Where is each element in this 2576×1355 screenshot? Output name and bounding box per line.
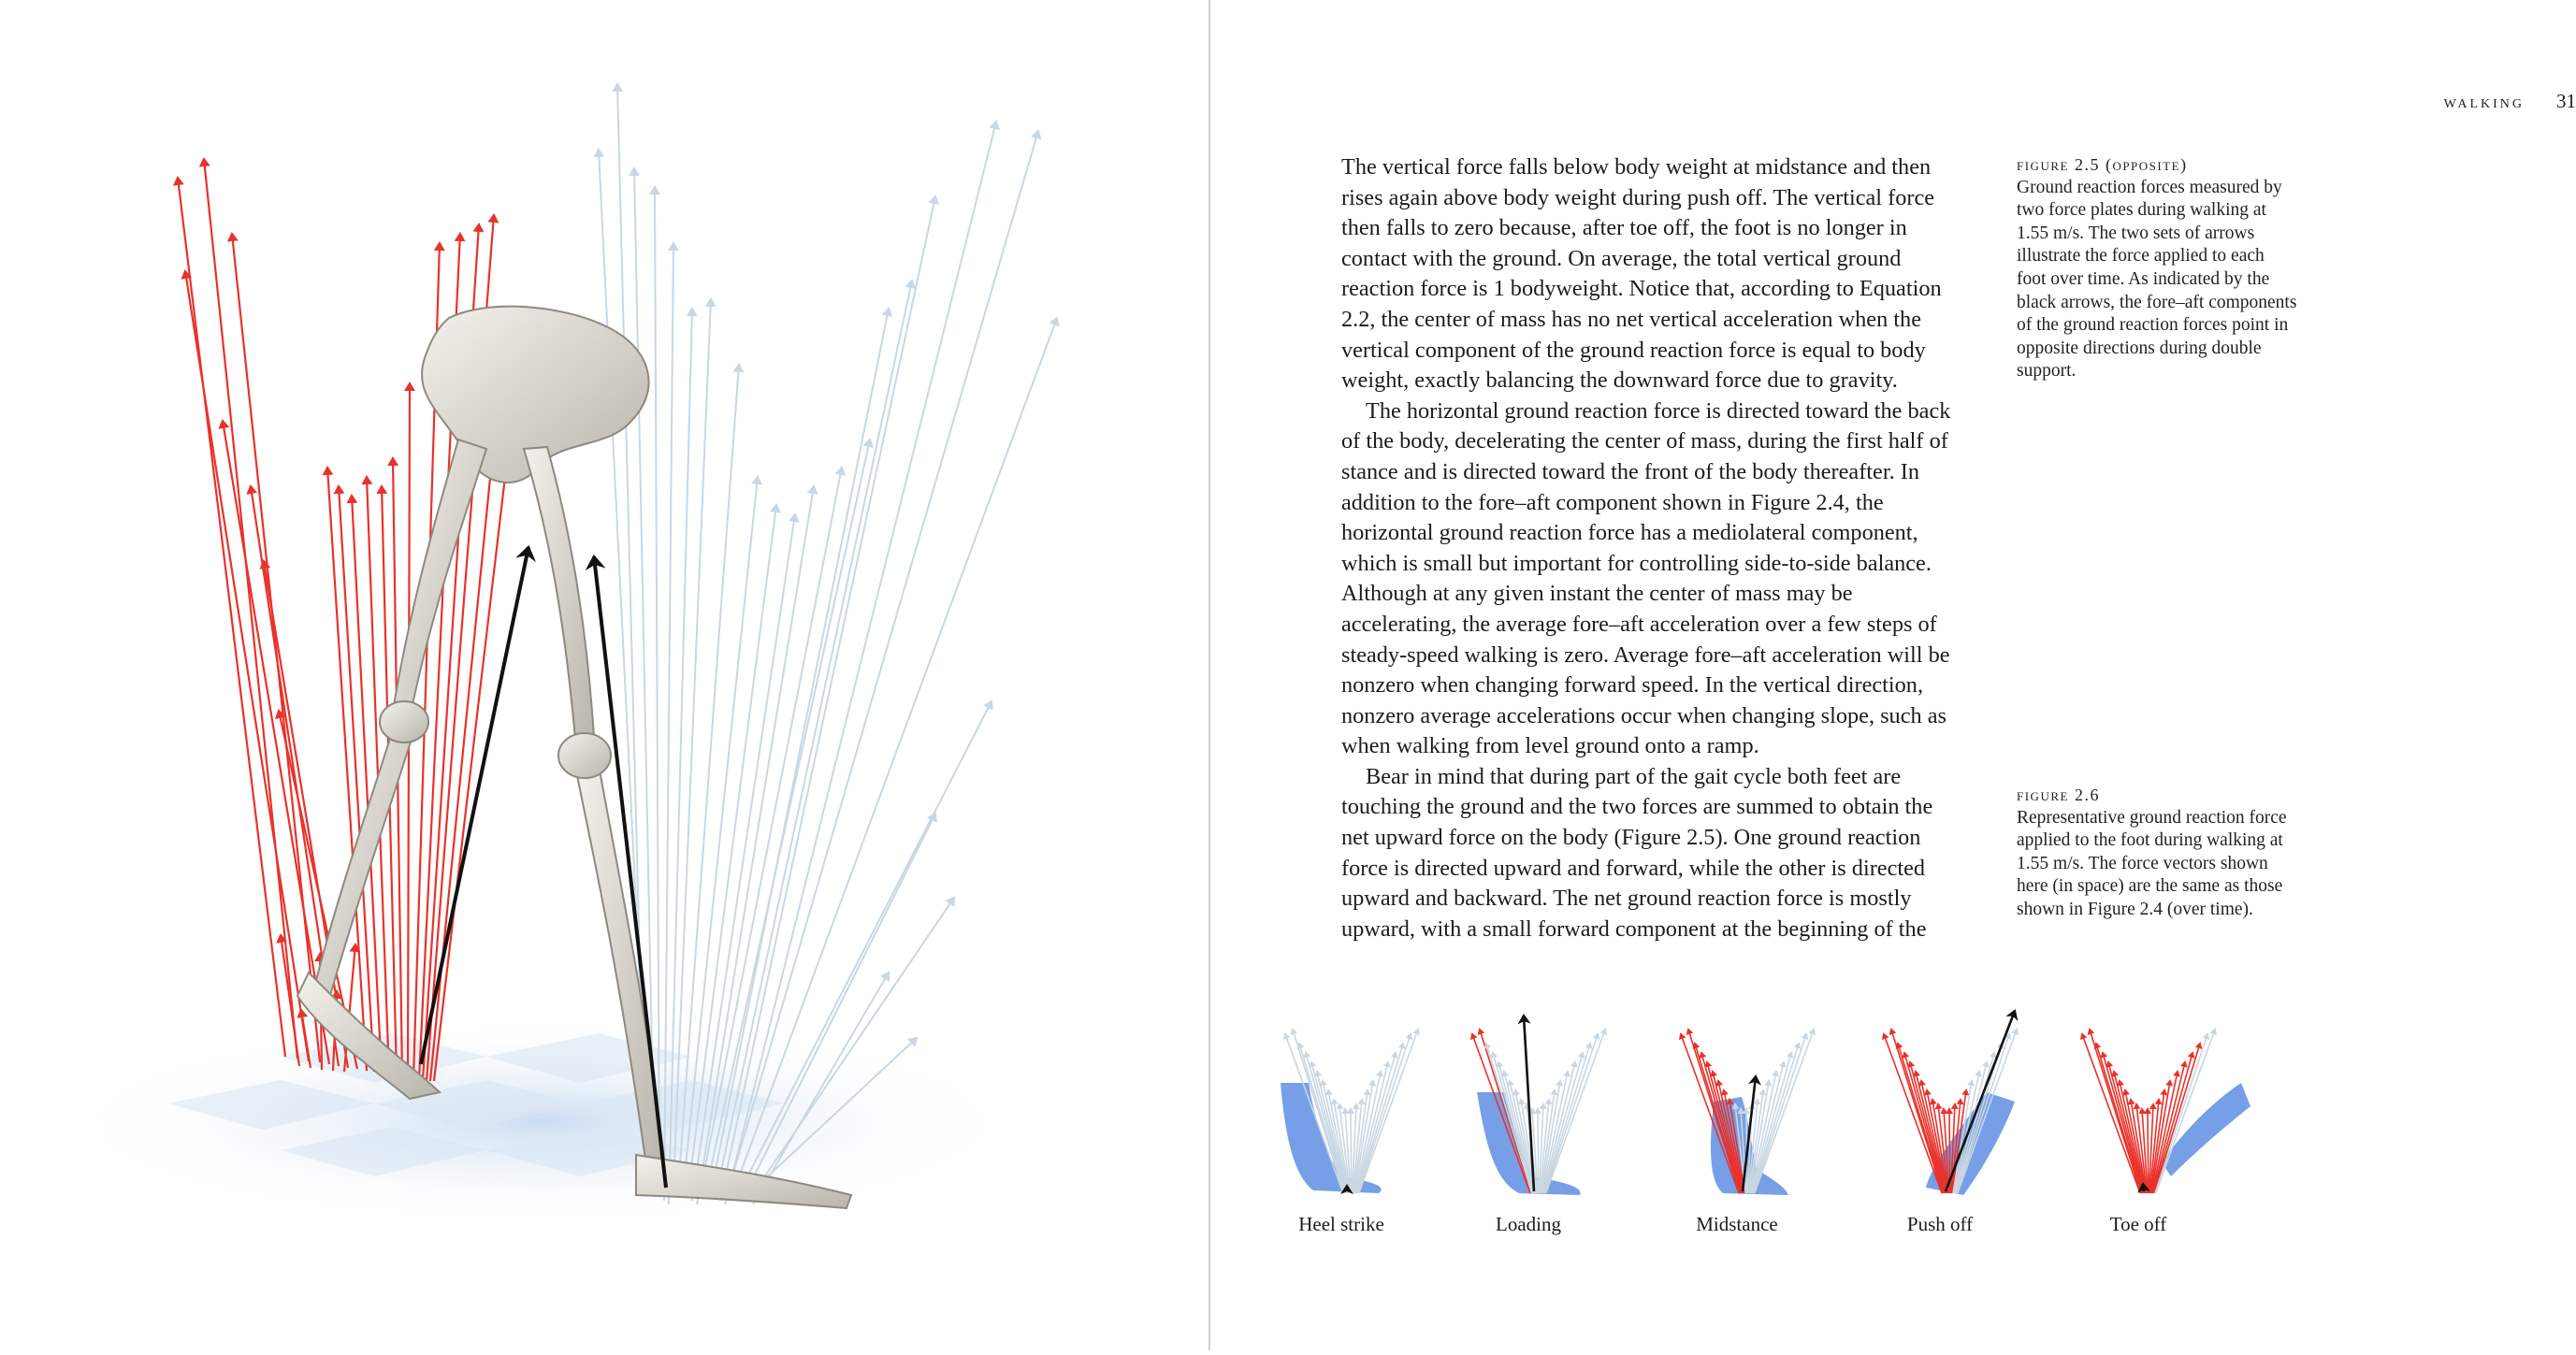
paragraph: The vertical force falls below body weight at midstance and then rises again above body weight during push off. The vertical force then falls to zero because, after toe off, the foot is no longer in contact with the ground. On average, the total vertical ground reaction force is 1 bodyweight. Notice that, according to Equation 2.2, the center of mass has no net vertical acceleration when the vertical component of the ground reaction force is equal to body weight, exactly balancing the downward force due to gravity. [1341, 154, 1942, 394]
phase-label-loading: Loading [1496, 1213, 1561, 1235]
figure-2-6-gait-phases [1210, 989, 2395, 1251]
right-page-text [1210, 0, 2576, 1350]
gait-phase-thumbnail [1884, 1011, 2017, 1195]
force-arrow [1358, 1034, 1411, 1193]
force-arrow [2103, 1053, 2142, 1193]
force-arrow [2082, 1034, 2140, 1193]
force-arrow [1898, 1044, 1944, 1193]
force-arrow [2155, 1034, 2207, 1193]
figure-2-5-illustration [0, 0, 1207, 1350]
force-arrow [2148, 1109, 2149, 1193]
force-arrow [204, 159, 297, 1059]
tibia-back [313, 729, 412, 999]
force-arrow [1351, 1109, 1352, 1193]
left-page-figure [0, 0, 1207, 1350]
gait-phase-thumbnail [1681, 1030, 1814, 1195]
knee-front [558, 733, 611, 778]
force-arrow [730, 131, 1038, 1186]
force-arrow [1884, 1034, 1942, 1193]
force-arrow [1904, 1053, 1944, 1193]
force-arrow [2096, 1044, 2142, 1193]
force-arrow [1754, 1034, 1806, 1193]
caption-label: figure 2.5 (opposite) [2017, 155, 2188, 174]
force-arrow [223, 421, 329, 1064]
force-arrow [1545, 1034, 1598, 1193]
section-title: walking [2443, 92, 2525, 112]
foot-silhouette [2162, 1083, 2250, 1176]
phase-label-midstance: Midstance [1696, 1213, 1778, 1235]
figure-2-5-caption [2017, 153, 2297, 383]
femur-front [524, 447, 594, 739]
net-force-arrow [2143, 1184, 2144, 1191]
knee-back [380, 701, 428, 742]
gait-phase-thumbnail [1281, 1030, 1418, 1193]
paragraph: The horizontal ground reaction force is directed toward the back of the body, decelerating the center of mass, during the first half of stance and is directed toward the front of the body thereafter. In addition to the fore–aft component shown in Figure 2.4, the horizontal ground reaction force has a mediolateral component, which is small but important for controlling side-to-side balance. Although at any given instant the center of mass may be accelerating, the average fore–aft acceleration over a few steps of steady-speed walking is zero. Average fore–aft acceleration will be nonzero when changing forward speed. In the vertical direction, nonzero average accelerations occur when changing slope, such as when walking from level ground onto a ramp. [1341, 397, 1951, 759]
paragraph: Bear in mind that during part of the gait cycle both feet are touching the ground and the two forces are summed to obtain the net upward force on the body (Figure 2.5). One ground reaction force is directed upward and forward, while the other is directed upward and backward. The net ground reaction force is mostly upward, with a small forward component at the beginning of the [1341, 763, 1933, 942]
left-foot-force-arrows [178, 159, 524, 1081]
caption-text: Ground reaction forces measured by two force plates during walking at 1.55 m/s. The two sets of arrows illustrate the force applied to each foot over time. As indicated by the black arrows, the fore–aft components of the ground reaction forces point in opposite directions during double support. [2017, 177, 2297, 382]
body-text [1341, 152, 1959, 944]
force-arrow [185, 271, 309, 1061]
caption-text: Representative ground reaction force applied to the foot during walking at 1.55 m/s. The force vectors shown here (in space) are the same as those shown in Figure 2.4 (over time). [2017, 807, 2287, 919]
force-arrow [1538, 1109, 1539, 1193]
force-arrow [178, 178, 285, 1057]
phase-label-toe-off: Toe off [2109, 1213, 2167, 1235]
gait-phase-thumbnail [2082, 1030, 2250, 1193]
page-number: 31 [2556, 90, 2576, 112]
running-head [2136, 90, 2576, 113]
force-arrow [1910, 1062, 1945, 1193]
figure-2-6-caption [2017, 784, 2297, 922]
force-arrow [2108, 1062, 2143, 1193]
gait-phase-thumbnail [1472, 1016, 1605, 1195]
caption-label: figure 2.6 [2017, 786, 2100, 804]
phase-label-heel-strike: Heel strike [1298, 1213, 1384, 1235]
phase-label-push-off: Push off [1906, 1213, 1974, 1235]
force-arrow [725, 122, 996, 1204]
